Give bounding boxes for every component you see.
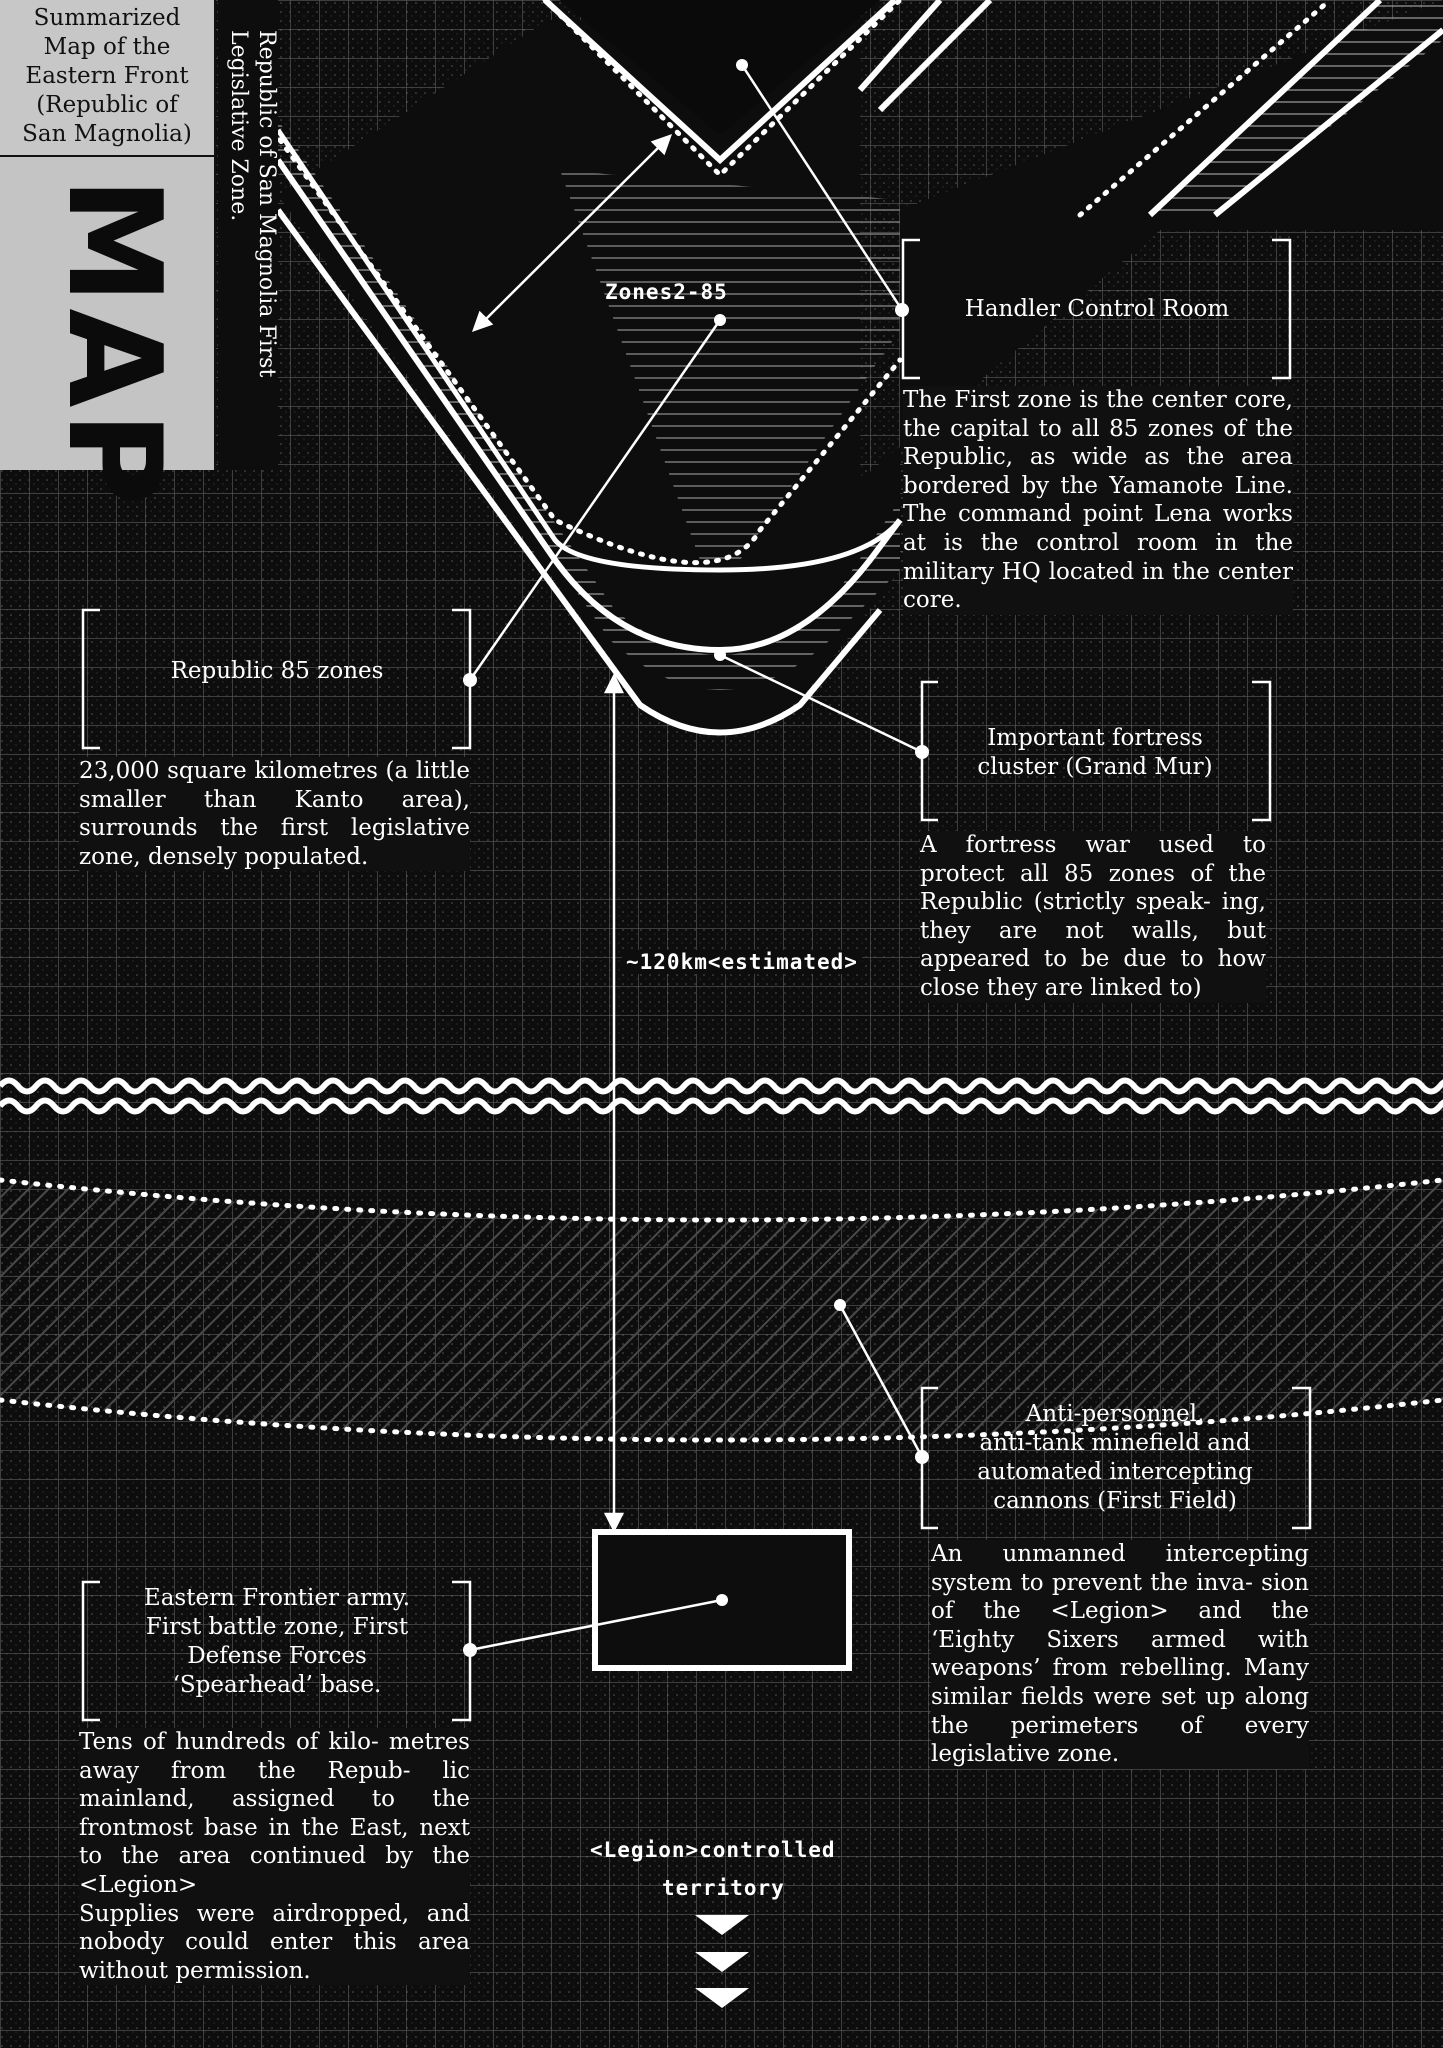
fortress-label <box>938 724 1252 782</box>
title-line: (Republic of <box>36 92 178 118</box>
vertical-title-line: Legislative Zone. <box>226 30 251 222</box>
title-line: Summarized <box>33 5 181 31</box>
map-heading-panel <box>0 157 216 510</box>
title-line: Eastern Front <box>25 63 189 89</box>
legion-label-line1: <Legion>controlled <box>590 1838 836 1862</box>
republic-label: Republic 85 zones <box>170 658 384 684</box>
fortress-description: A fortress war used to protect all 85 zones of the Republic (strictly speak- ing, they are not walls, but appeared to be due to how close they are linked to) <box>920 832 1266 1001</box>
republic-description: 23,000 square kilometres (a little smaller than Kanto area), surrounds the first legislative zone, densely populated. <box>79 758 470 870</box>
minefield-label <box>938 1400 1292 1516</box>
map-title-panel <box>0 0 216 157</box>
spearhead-label-line: Eastern Frontier army. <box>143 1585 411 1611</box>
minefield-label-line: cannons (First Field) <box>993 1488 1237 1514</box>
vertical-title-text <box>224 30 280 377</box>
spearhead-description-para: Supplies were airdropped, and nobody could enter this area without permission. <box>79 1900 470 1984</box>
title-line: Map of the <box>43 34 171 60</box>
minefield-label-line: Anti-personnel, <box>1025 1401 1205 1427</box>
legion-label-line2: territory <box>662 1876 785 1900</box>
distance-label: ~120km<estimated> <box>622 950 862 974</box>
spearhead-description <box>79 1728 470 1985</box>
spearhead-label-line: First battle zone, First <box>145 1614 409 1640</box>
map-heading: MAP <box>39 177 188 510</box>
vertical-title <box>218 0 278 470</box>
minefield-label-line: anti-tank minefield and <box>979 1430 1251 1456</box>
zones-label: Zones2-85 <box>605 280 728 304</box>
title-line: San Magnolia) <box>22 121 192 147</box>
handler-label: Handler Control Room <box>964 296 1230 322</box>
spearhead-description-para: Tens of hundreds of kilo- metres away from the Repub- lic mainland, assigned to the frontmost base in the East, next to the area continued by the <Legion> <box>79 1729 470 1898</box>
fortress-label-line: cluster (Grand Mur) <box>977 754 1213 780</box>
minefield-label-line: automated intercepting <box>977 1459 1253 1485</box>
handler-description: The First zone is the center core, the capital to all 85 zones of the Republic, as wide as the area bordered by the Yamanote Line. The command point Lena works at is the control room in the military HQ located in the center core. <box>903 387 1293 614</box>
spearhead-label <box>100 1584 454 1700</box>
fortress-label-line: Important fortress <box>987 725 1203 751</box>
spearhead-label-line: Defense Forces <box>187 1643 367 1669</box>
minefield-description: An unmanned intercepting system to prevent the inva- sion of the <Legion> and the ‘Eighty Sixers armed with weapons’ from rebelling. Many similar fields were set up along the perimeters of every legislative zone. <box>931 1541 1309 1768</box>
spearhead-label-line: ‘Spearhead’ base. <box>172 1672 382 1698</box>
vertical-title-line: Republic of San Magnolia First <box>254 30 279 378</box>
